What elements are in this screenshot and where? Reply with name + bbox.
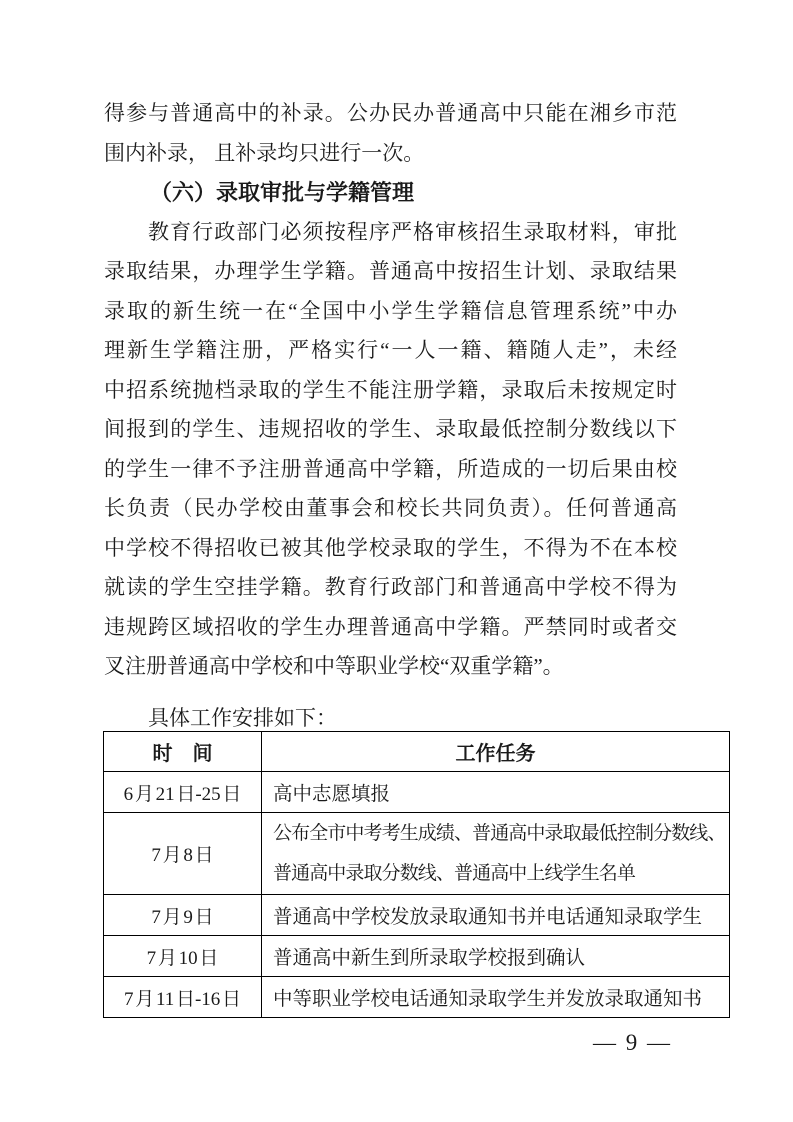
task-cell bbox=[262, 813, 730, 895]
body-line: 教育行政部门必须按程序严格审核招生录取材料，审批 bbox=[148, 219, 677, 244]
time-cell: 6 月 21 日-25 日 bbox=[104, 772, 262, 813]
section-body-paragraph bbox=[104, 213, 730, 687]
task-cell: 普通高中学校发放录取通知书并电话通知录取学生 bbox=[262, 895, 730, 936]
task-cell: 中等职业学校电话通知录取学生并发放录取通知书 bbox=[262, 977, 730, 1018]
body-line: 录取的新生统一在“全国中小学生学籍信息管理系统”中办 bbox=[104, 298, 677, 323]
table-header-row bbox=[104, 732, 730, 772]
time-cell: 7 月 10 日 bbox=[104, 936, 262, 977]
table-row bbox=[104, 772, 730, 813]
task-cell: 普通高中新生到所录取学校报到确认 bbox=[262, 936, 730, 977]
body-line: 围内补录， 且补录均只进行一次。 bbox=[104, 140, 425, 165]
body-line: 中学校不得招收已被其他学校录取的学生，不得为不在本校 bbox=[104, 535, 677, 560]
section-heading: （六）录取审批与学籍管理 bbox=[150, 180, 415, 205]
body-line: 的学生一律不予注册普通高中学籍，所造成的一切后果由校 bbox=[104, 456, 677, 481]
table-row bbox=[104, 977, 730, 1018]
table-row bbox=[104, 813, 730, 895]
body-line: 理新生学籍注册，严格实行“一人一籍、籍随人走”，未经 bbox=[104, 338, 677, 362]
body-line: 违规跨区域招收的学生办理普通高中学籍。严禁同时或者交 bbox=[104, 614, 677, 639]
table-row bbox=[104, 936, 730, 977]
body-line: 间报到的学生、违规招收的学生、录取最低控制分数线以下 bbox=[104, 417, 677, 441]
body-line: 录取结果，办理学生学籍。普通高中按招生计划、录取结果 bbox=[104, 259, 677, 283]
table-lead-in: 具体工作安排如下： bbox=[148, 705, 337, 730]
body-line: 中招系统抛档录取的学生不能注册学籍，录取后未按规定时 bbox=[104, 377, 677, 402]
time-cell: 7 月 8 日 bbox=[104, 813, 262, 895]
page-number: — 9 — bbox=[593, 1030, 672, 1055]
paragraph-continuation bbox=[104, 94, 730, 173]
work-schedule-table bbox=[103, 731, 730, 1018]
time-cell: 7 月 11 日-16 日 bbox=[104, 977, 262, 1018]
document-content bbox=[104, 94, 730, 1018]
table-row bbox=[104, 895, 730, 936]
task-line: 公布全市中考考生成绩、普通高中录取最低控制分数线、 bbox=[273, 822, 726, 844]
body-line: 得参与普通高中的补录。公办民办普通高中只能在湘乡市范 bbox=[104, 101, 677, 125]
body-line: 叉注册普通高中学校和中等职业学校“双重学籍”。 bbox=[104, 654, 564, 678]
task-cell: 高中志愿填报 bbox=[262, 772, 730, 813]
task-line: 普通高中录取分数线、普通高中上线学生名单 bbox=[273, 862, 636, 884]
table-header-task: 工作任务 bbox=[262, 732, 730, 772]
body-line: 就读的学生空挂学籍。教育行政部门和普通高中学校不得为 bbox=[104, 575, 677, 599]
time-cell: 7 月 9 日 bbox=[104, 895, 262, 936]
body-line: 长负责（民办学校由董事会和校长共同负责）。任何普通高 bbox=[104, 496, 677, 520]
table-header-time: 时 间 bbox=[104, 732, 262, 772]
